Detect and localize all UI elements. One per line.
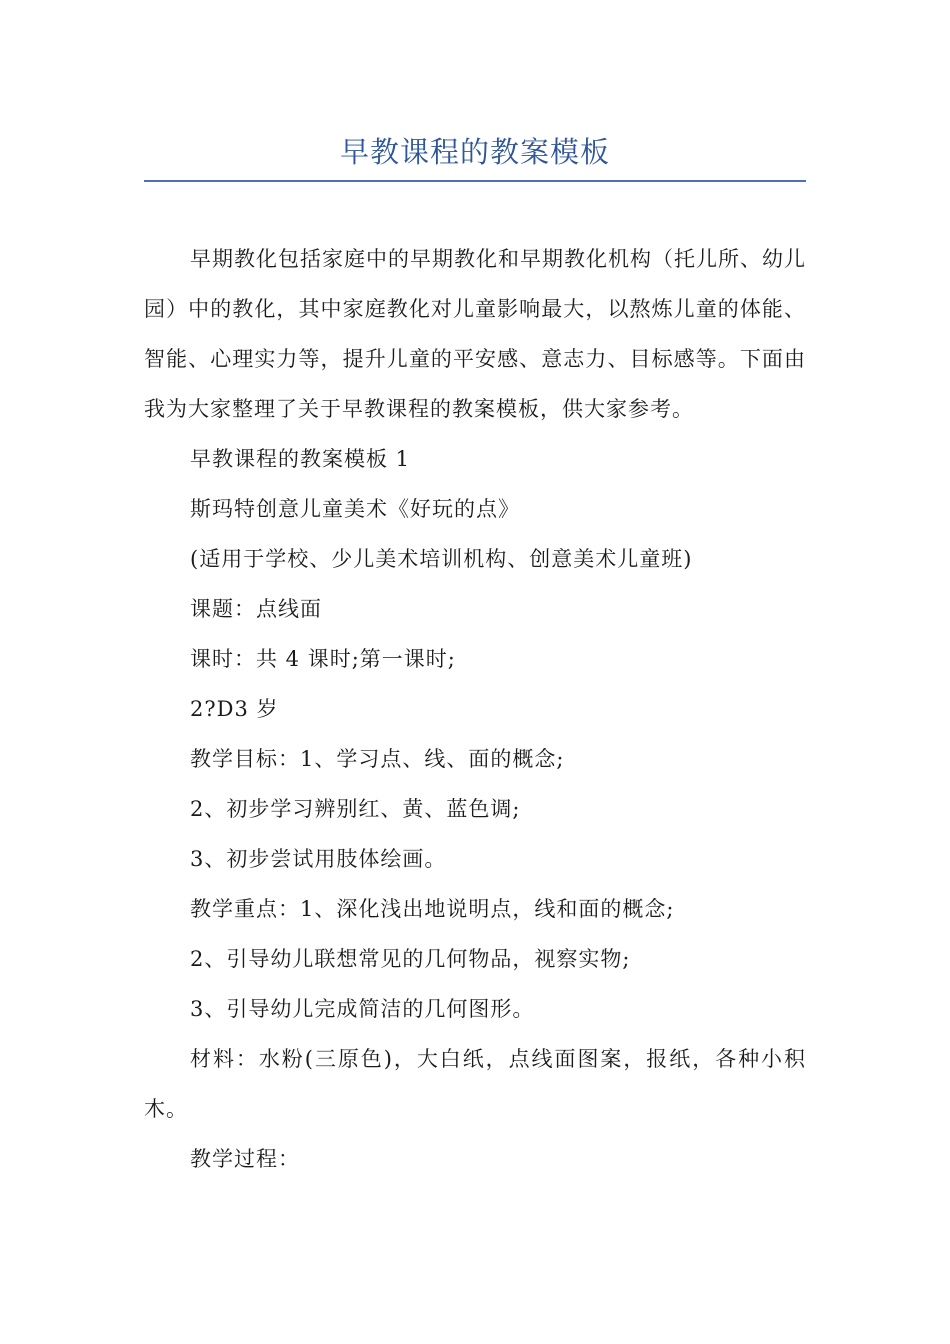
lesson-topic: 课题：点线面 <box>190 597 322 621</box>
materials: 材料：水粉(三原色)，大白纸，点线面图案，报纸，各种小积木。 <box>144 1047 806 1121</box>
teaching-focus-1: 教学重点：1、深化浅出地说明点，线和面的概念; <box>190 897 675 921</box>
teaching-focus-2: 2、引导幼儿联想常见的几何物品，视察实物; <box>190 947 631 971</box>
teaching-process: 教学过程： <box>190 1147 300 1171</box>
template-heading: 早教课程的教案模板 1 <box>190 447 411 471</box>
teaching-goal-2: 2、初步学习辨别红、黄、蓝色调; <box>190 797 521 821</box>
teaching-focus-3: 3、引导幼儿完成简洁的几何图形。 <box>190 997 535 1021</box>
teaching-goal-3: 3、初步尝试用肢体绘画。 <box>190 847 447 871</box>
document-title: 早教课程的教案模板 <box>339 135 610 169</box>
lesson-hours: 课时：共 4 课时;第一课时; <box>190 647 456 671</box>
intro-paragraph: 早期教化包括家庭中的早期教化和早期教化机构（托儿所、幼儿园）中的教化，其中家庭教化对儿童影响最大，以熬炼儿童的体能、智能、心理实力等，提升儿童的平安感、意志力、目标感等。下面由我为大家整理了关于早教课程的教案模板，供大家参考。 <box>144 247 806 421</box>
document-body <box>144 234 806 1184</box>
teaching-goal-1: 教学目标：1、学习点、线、面的概念; <box>190 747 565 771</box>
title-underline <box>144 180 806 182</box>
age-range: 2?D3 岁 <box>190 697 279 721</box>
applicable-scope: (适用于学校、少儿美术培训机构、创意美术儿童班) <box>190 547 693 571</box>
course-name: 斯玛特创意儿童美术《好玩的点》 <box>190 497 520 521</box>
